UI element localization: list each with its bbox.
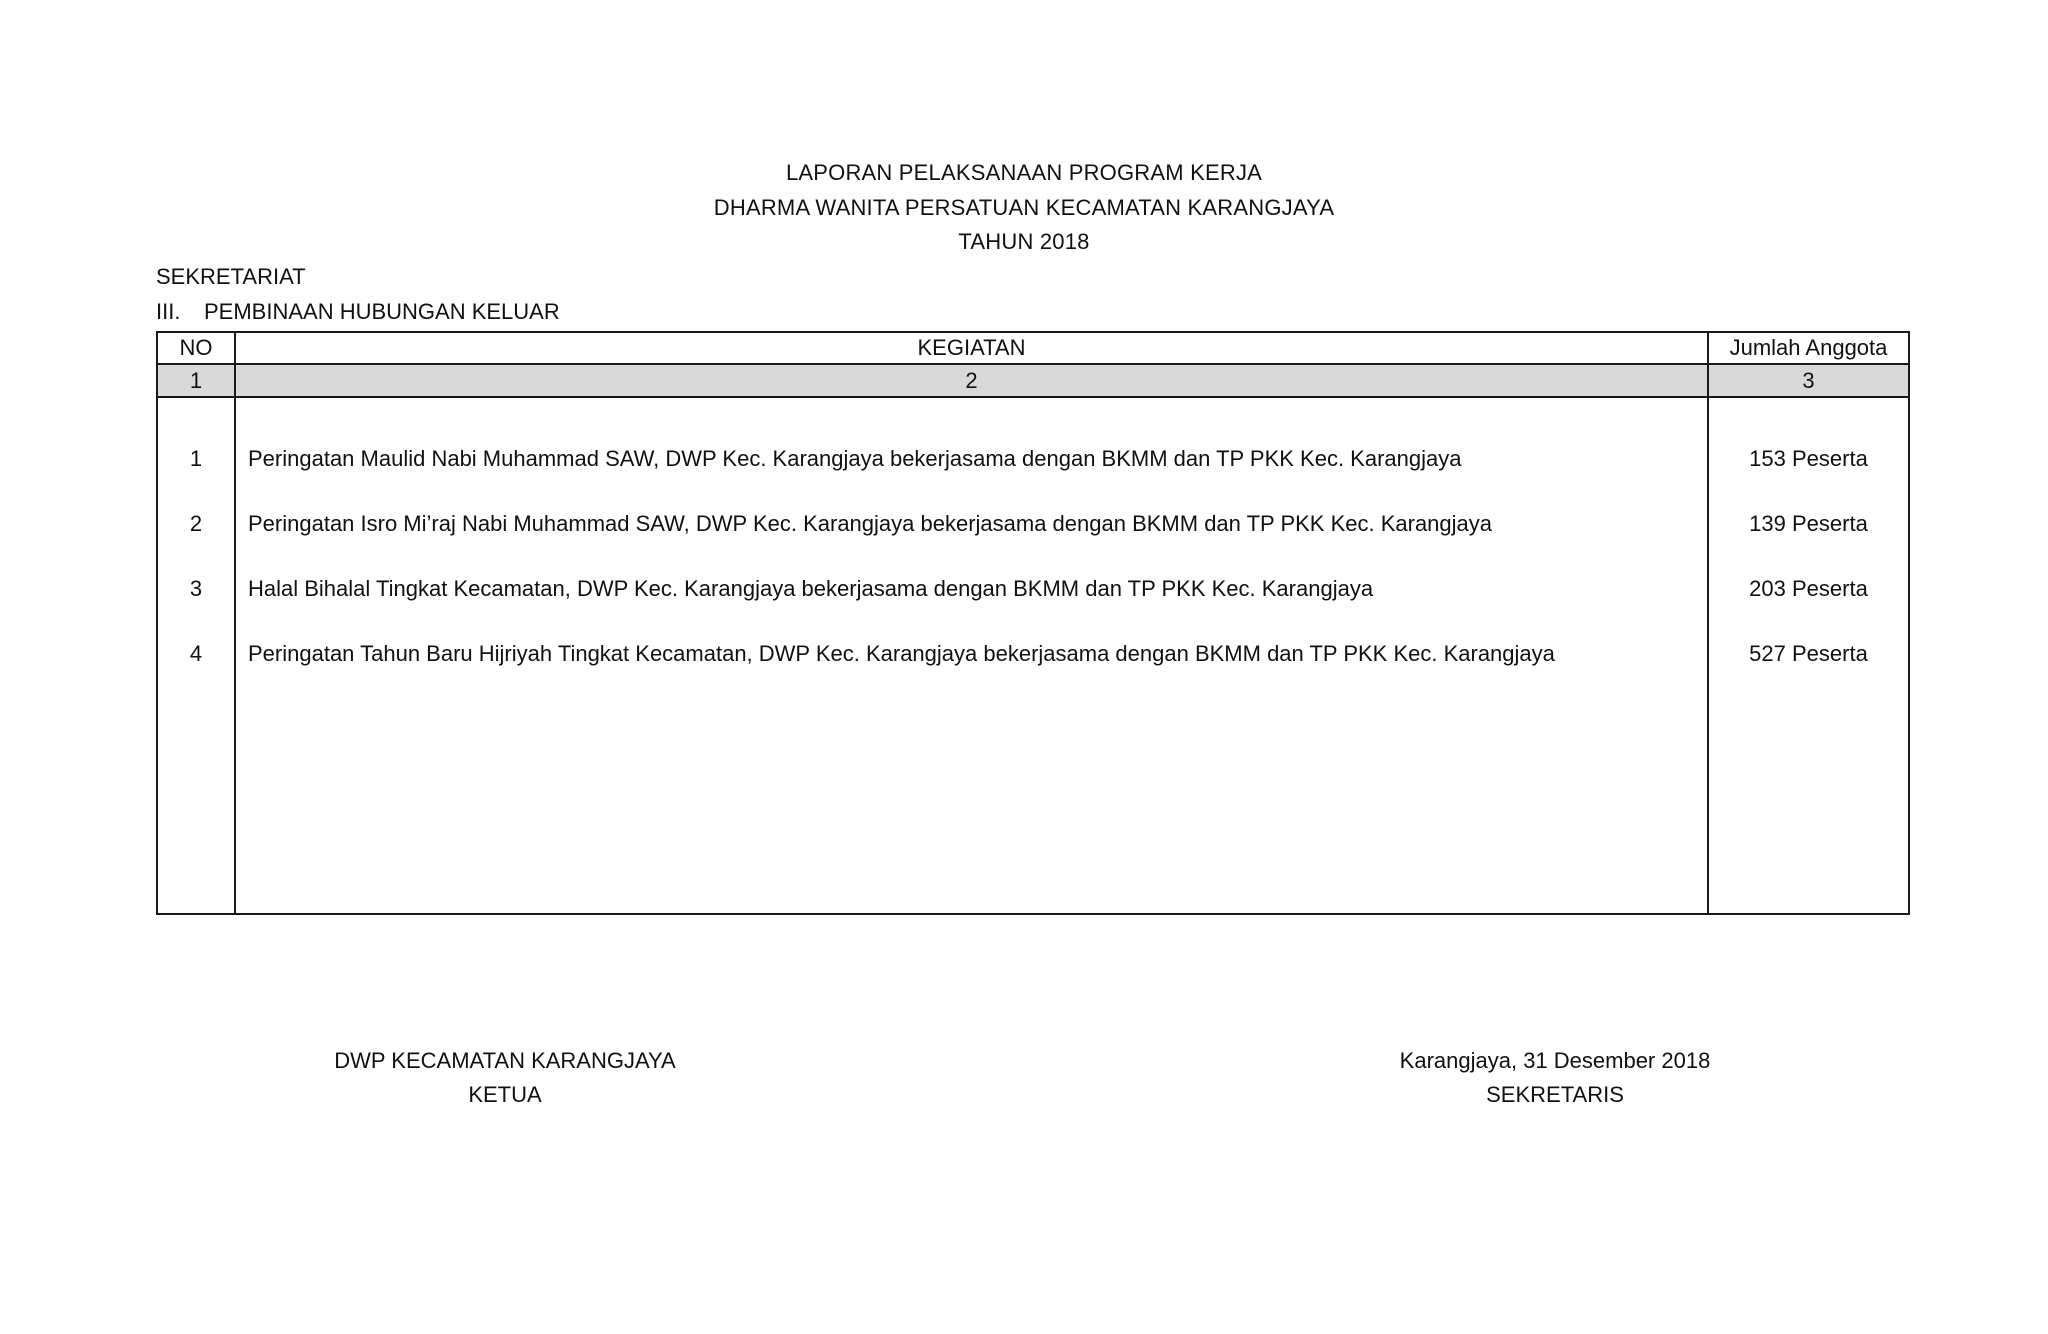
report-title <box>0 156 2048 260</box>
section-heading <box>156 299 560 325</box>
signature-left-role: KETUA <box>468 1082 542 1107</box>
row-number: 1 <box>189 446 203 471</box>
column-header-jumlah: Jumlah Anggota <box>1729 335 1888 360</box>
table-index-row <box>158 365 1908 398</box>
table-body <box>158 429 1908 689</box>
row-participants: 139 Peserta <box>1749 511 1868 536</box>
row-number: 2 <box>189 511 203 536</box>
table-row <box>158 429 1908 494</box>
row-number: 3 <box>189 576 203 601</box>
signature-left <box>280 1044 730 1112</box>
unit-label: SEKRETARIAT <box>156 264 306 289</box>
column-divider <box>234 333 236 913</box>
row-activity: Peringatan Isro Mi’raj Nabi Muhammad SAW, DWP Kec. Karangjaya bekerjasama dengan BKMM dan TP PKK Kec. Karangjaya <box>248 511 1493 536</box>
signature-left-org: DWP KECAMATAN KARANGJAYA <box>334 1048 676 1073</box>
row-activity: Halal Bihalal Tingkat Kecamatan, DWP Kec. Karangjaya bekerjasama dengan BKMM dan TP PKK Kec. Karangjaya <box>248 576 1374 601</box>
row-participants: 527 Peserta <box>1749 641 1868 666</box>
signature-right-role: SEKRETARIS <box>1486 1082 1624 1107</box>
title-line-3: TAHUN 2018 <box>958 229 1090 254</box>
table-row <box>158 559 1908 624</box>
column-index-2: 2 <box>965 367 978 393</box>
section-number: III. <box>156 299 181 324</box>
column-index-3: 3 <box>1802 367 1815 393</box>
table-header-row <box>158 333 1908 365</box>
section-title: PEMBINAAN HUBUNGAN KELUAR <box>204 299 560 324</box>
column-divider <box>1707 333 1709 913</box>
column-index-1: 1 <box>189 367 203 393</box>
row-number: 4 <box>189 641 203 666</box>
row-activity: Peringatan Maulid Nabi Muhammad SAW, DWP Kec. Karangjaya bekerjasama dengan BKMM dan TP PKK Kec. Karangjaya <box>248 446 1462 471</box>
table-row <box>158 494 1908 559</box>
table-row <box>158 624 1908 689</box>
row-participants: 153 Peserta <box>1749 446 1868 471</box>
activity-table <box>156 331 1910 915</box>
column-header-kegiatan: KEGIATAN <box>917 335 1026 360</box>
title-line-2: DHARMA WANITA PERSATUAN KECAMATAN KARANGJAYA <box>713 194 1335 220</box>
title-line-1: LAPORAN PELAKSANAAN PROGRAM KERJA <box>785 160 1263 185</box>
column-header-no: NO <box>179 335 213 360</box>
row-activity: Peringatan Tahun Baru Hijriyah Tingkat Kecamatan, DWP Kec. Karangjaya bekerjasama dengan BKMM dan TP PKK Kec. Karangjaya <box>248 641 1555 666</box>
row-participants: 203 Peserta <box>1749 576 1868 601</box>
signature-right-date: Karangjaya, 31 Desember 2018 <box>1399 1048 1711 1073</box>
signature-right <box>1330 1044 1780 1112</box>
